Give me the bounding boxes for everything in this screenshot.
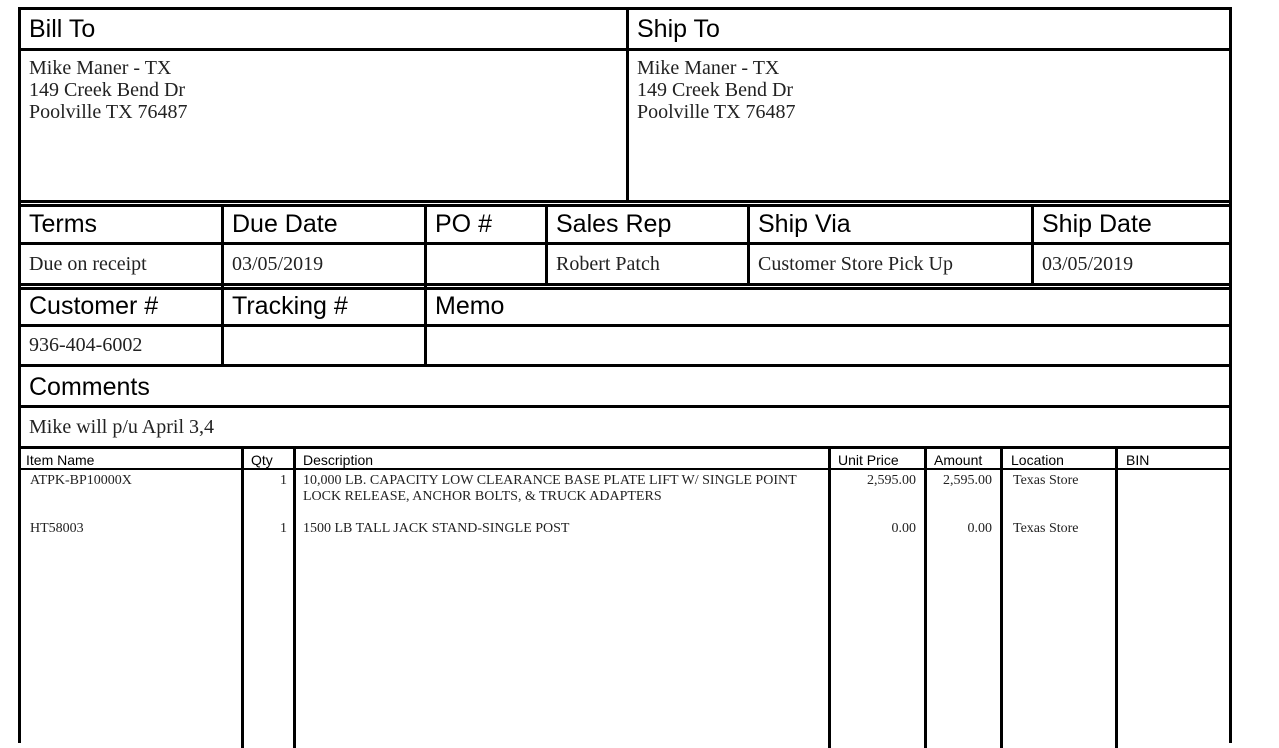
divider [293, 448, 296, 748]
divider [1031, 204, 1034, 286]
due-date-header: Due Date [232, 210, 338, 238]
divider [21, 283, 1229, 286]
row2-location: Texas Store [1013, 521, 1079, 536]
memo-value [427, 327, 1229, 364]
ship-to-address [629, 51, 1229, 200]
col-unit-price: Unit Price [838, 452, 899, 468]
ship-via-value: Customer Store Pick Up [758, 253, 953, 275]
row1-amount: 2,595.00 [943, 473, 992, 488]
terms-value: Due on receipt [29, 253, 147, 275]
col-amount: Amount [934, 452, 983, 468]
ship-date-header: Ship Date [1042, 210, 1152, 238]
divider [21, 468, 1229, 470]
row1-description: 10,000 LB. CAPACITY LOW CLEARANCE BASE PLATE LIFT W/ SINGLE POINT LOCK RELEASE, ANCHOR BOLTS, & TRUCK ADAPTERS [303, 473, 797, 504]
row2-amount: 0.00 [967, 521, 992, 536]
row2-item-name: HT58003 [30, 521, 84, 536]
col-location: Location [1011, 452, 1064, 468]
divider [747, 204, 750, 286]
divider [924, 448, 927, 748]
row2-unit-price: 0.00 [891, 521, 916, 536]
ship-to-header: Ship To [637, 15, 720, 43]
divider [21, 204, 1229, 207]
row1-unit-price: 2,595.00 [867, 473, 916, 488]
due-date-value: 03/05/2019 [232, 253, 324, 275]
col-bin: BIN [1126, 452, 1150, 468]
ship-via-header: Ship Via [758, 210, 851, 238]
col-qty: Qty [251, 452, 273, 468]
divider [545, 204, 548, 286]
po-value [427, 245, 545, 283]
sales-rep-value: Robert Patch [556, 253, 660, 275]
bill-to-address [21, 51, 626, 200]
row1-qty: 1 [280, 473, 287, 488]
row1-location: Texas Store [1013, 473, 1079, 488]
ship-to-name: Mike Maner - TX [637, 57, 780, 79]
divider [1000, 448, 1003, 748]
divider [21, 200, 1229, 203]
ship-date-value: 03/05/2019 [1042, 253, 1134, 275]
bill-to-name: Mike Maner - TX [29, 57, 172, 79]
comments-text: Mike will p/u April 3,4 [29, 416, 214, 438]
bill-to-street: 149 Creek Bend Dr [29, 79, 186, 101]
tracking-number-header: Tracking # [232, 292, 348, 320]
col-description: Description [303, 452, 374, 468]
terms-header: Terms [29, 210, 98, 238]
bill-to-header: Bill To [29, 15, 96, 43]
divider [1115, 448, 1118, 748]
col-item-name: Item Name [26, 452, 95, 468]
customer-number-value: 936-404-6002 [29, 334, 143, 356]
customer-number-header: Customer # [29, 292, 159, 320]
sales-rep-header: Sales Rep [556, 210, 672, 238]
row2-qty: 1 [280, 521, 287, 536]
divider [828, 448, 831, 748]
bill-to-city: Poolville TX 76487 [29, 101, 188, 123]
memo-header: Memo [435, 292, 505, 320]
divider [241, 448, 244, 748]
ship-to-city: Poolville TX 76487 [637, 101, 796, 123]
divider [21, 364, 1229, 367]
po-header: PO # [435, 210, 492, 238]
row1-item-name: ATPK-BP10000X [30, 473, 132, 488]
row2-description: 1500 LB TALL JACK STAND-SINGLE POST [303, 521, 570, 536]
invoice-sheet [18, 7, 1232, 743]
tracking-number-value [224, 327, 424, 364]
ship-to-street: 149 Creek Bend Dr [637, 79, 794, 101]
comments-header: Comments [29, 373, 150, 401]
divider [21, 446, 1229, 449]
